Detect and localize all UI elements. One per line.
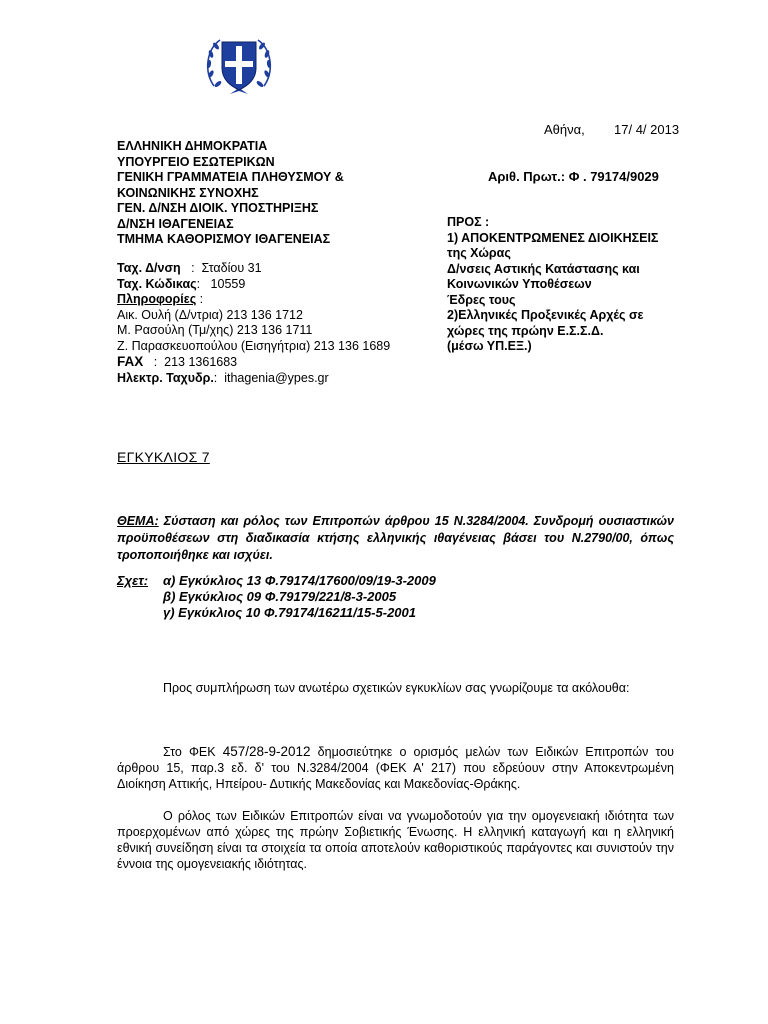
body-paragraph xyxy=(117,808,674,872)
reference-item: γ) Εγκύκλιος 10 Φ.79174/16211/15-5-2001 xyxy=(163,605,416,620)
recipient-line: Δ/νσεις Αστικής Κατάστασης και xyxy=(447,261,640,276)
info-label: Πληροφορίες xyxy=(117,292,197,306)
body-paragraph xyxy=(117,744,674,792)
fek-reference: 457/28-9-2012 xyxy=(222,744,311,759)
recipient-line: της Χώρας xyxy=(447,246,511,260)
subject-text: Σύσταση και ρόλος των Επιτροπών άρθρου 15 Ν.3284/2004. Συνδρομή ουσιαστικών προϋποθέσεων στη διαδικασία κτήσης ελληνικής ιθαγένειας βάσει του Ν.2790/00, όπως τροποποιήθηκε και ισχύει. xyxy=(117,514,674,562)
email-row xyxy=(117,371,390,387)
email-label: Ηλεκτρ. Ταχυδρ. xyxy=(117,370,214,385)
info-separator: : xyxy=(196,292,204,306)
reference-item: α) Εγκύκλιος 13 Φ.79174/17600/09/19-3-2009 xyxy=(163,573,436,588)
reference-row xyxy=(117,589,436,605)
references-label: Σχετ: xyxy=(117,573,149,588)
document-date xyxy=(544,122,679,137)
reference-item: β) Εγκύκλιος 09 Φ.79179/221/8-3-2005 xyxy=(163,589,397,604)
references-block xyxy=(117,573,436,621)
fax-label: FAX xyxy=(117,354,144,369)
date-value: 17/ 4/ 2013 xyxy=(614,122,680,137)
paragraph-text: Ο ρόλος των Ειδικών Επιτροπών είναι να γνωμοδοτούν για την ομογενειακή ιδιότητα των προερχομένων από χώρες της πρώην Σοβιετικής Ένωσης. Η ελληνική καταγωγή και η ελληνική εθνική συνείδηση είναι τα στοιχεία τα οποία αποτελούν καθοριστικούς παράγοντες και συνιστούν την έννοια της ομογενειακής ιδιότητας. xyxy=(117,809,674,871)
zip-label: Ταχ. Κώδικας xyxy=(117,276,197,291)
recipient-line: χώρες της πρώην Ε.Σ.Σ.Δ. xyxy=(447,323,604,338)
address-row xyxy=(117,261,390,277)
recipient-line: Κοινωνικών Υποθέσεων xyxy=(447,277,592,291)
subject-label: ΘΕΜΑ: xyxy=(117,514,159,528)
sender-block xyxy=(117,139,344,248)
circular-title: ΕΓΚΥΚΛΙΟΣ 7 xyxy=(117,449,210,465)
subject-block xyxy=(117,513,674,564)
recipients-heading: ΠΡΟΣ : xyxy=(447,215,490,229)
contact-block xyxy=(117,261,390,386)
reference-row xyxy=(117,573,436,589)
recipients-block xyxy=(447,215,658,355)
email-separator: : xyxy=(213,370,221,385)
paragraph-text-post: δημοσιεύτηκε ο ορισμός μελών των Ειδικών Επιτροπών του άρθρου 15, παρ.3 εδ. δ' του Ν.3284/2004 (ΦΕΚ Α' 217) που εδρεύουν στην Αποκεντρωμένη Διοίκηση Αττικής, Ηπείρου- Δυτικής Μακεδονίας και Μακεδονίας-Θράκης. xyxy=(117,745,674,791)
sender-line: Δ/ΝΣΗ ΙΘΑΓΕΝΕΙΑΣ xyxy=(117,216,234,231)
info-person: Ζ. Παρασκευοπούλου (Εισηγήτρια) 213 136 1689 xyxy=(117,338,391,353)
recipient-line: Έδρες τους xyxy=(447,292,516,307)
email-value: ithagenia@ypes.gr xyxy=(224,370,329,385)
fax-value: 213 1361683 xyxy=(164,355,238,369)
paragraph-text-pre: Στο ΦΕΚ xyxy=(163,745,223,759)
address-separator: : xyxy=(184,261,199,275)
address-label: Ταχ. Δ/νση xyxy=(117,261,181,275)
recipient-line: 2)Ελληνικές Προξενικές Αρχές σε xyxy=(447,308,644,322)
address-value: Σταδίου 31 xyxy=(201,261,262,275)
sender-line: ΤΜΗΜΑ ΚΑΘΟΡΙΣΜΟΥ ΙΘΑΓΕΝΕΙΑΣ xyxy=(117,232,331,246)
body-paragraph xyxy=(117,680,674,696)
coat-of-arms-icon xyxy=(202,28,276,102)
zip-separator: : xyxy=(196,276,208,291)
recipient-line: 1) ΑΠΟΚΕΝΤΡΩΜΕΝΕΣ ΔΙΟΙΚΗΣΕΙΣ xyxy=(447,230,659,245)
reference-row xyxy=(117,605,436,621)
sender-line: ΥΠΟΥΡΓΕΙΟ ΕΣΩΤΕΡΙΚΩΝ xyxy=(117,154,275,169)
protocol-number: Αριθ. Πρωτ.: Φ . 79174/9029 xyxy=(488,169,659,184)
sender-line: ΕΛΛΗΝΙΚΗ ΔΗΜΟΚΡΑΤΙΑ xyxy=(117,139,268,153)
sender-line: ΚΟΙΝΩΝΙΚΗΣ ΣΥΝΟΧΗΣ xyxy=(117,185,259,200)
info-person: Μ. Ρασούλη (Τμ/χης) 213 136 1711 xyxy=(117,323,313,337)
paragraph-text: Προς συμπλήρωση των ανωτέρω σχετικών εγκυκλίων σας γνωρίζουμε τα ακόλουθα: xyxy=(163,681,630,695)
sender-line: ΓΕΝ. Δ/ΝΣΗ ΔΙΟΙΚ. ΥΠΟΣΤΗΡΙΞΗΣ xyxy=(117,201,319,215)
zip-value: 10559 xyxy=(210,276,246,291)
fax-separator: : xyxy=(146,355,161,369)
date-place: Αθήνα, xyxy=(544,122,585,137)
sender-line: ΓΕΝΙΚΗ ΓΡΑΜΜΑΤΕΙΑ ΠΛΗΘΥΣΜΟΥ & xyxy=(117,170,344,184)
recipient-line: (μέσω ΥΠ.ΕΞ.) xyxy=(447,339,532,353)
fax-row xyxy=(117,354,390,371)
info-row xyxy=(117,292,390,308)
info-person: Αικ. Ουλή (Δ/ντρια) 213 136 1712 xyxy=(117,307,303,322)
zip-row xyxy=(117,277,390,293)
